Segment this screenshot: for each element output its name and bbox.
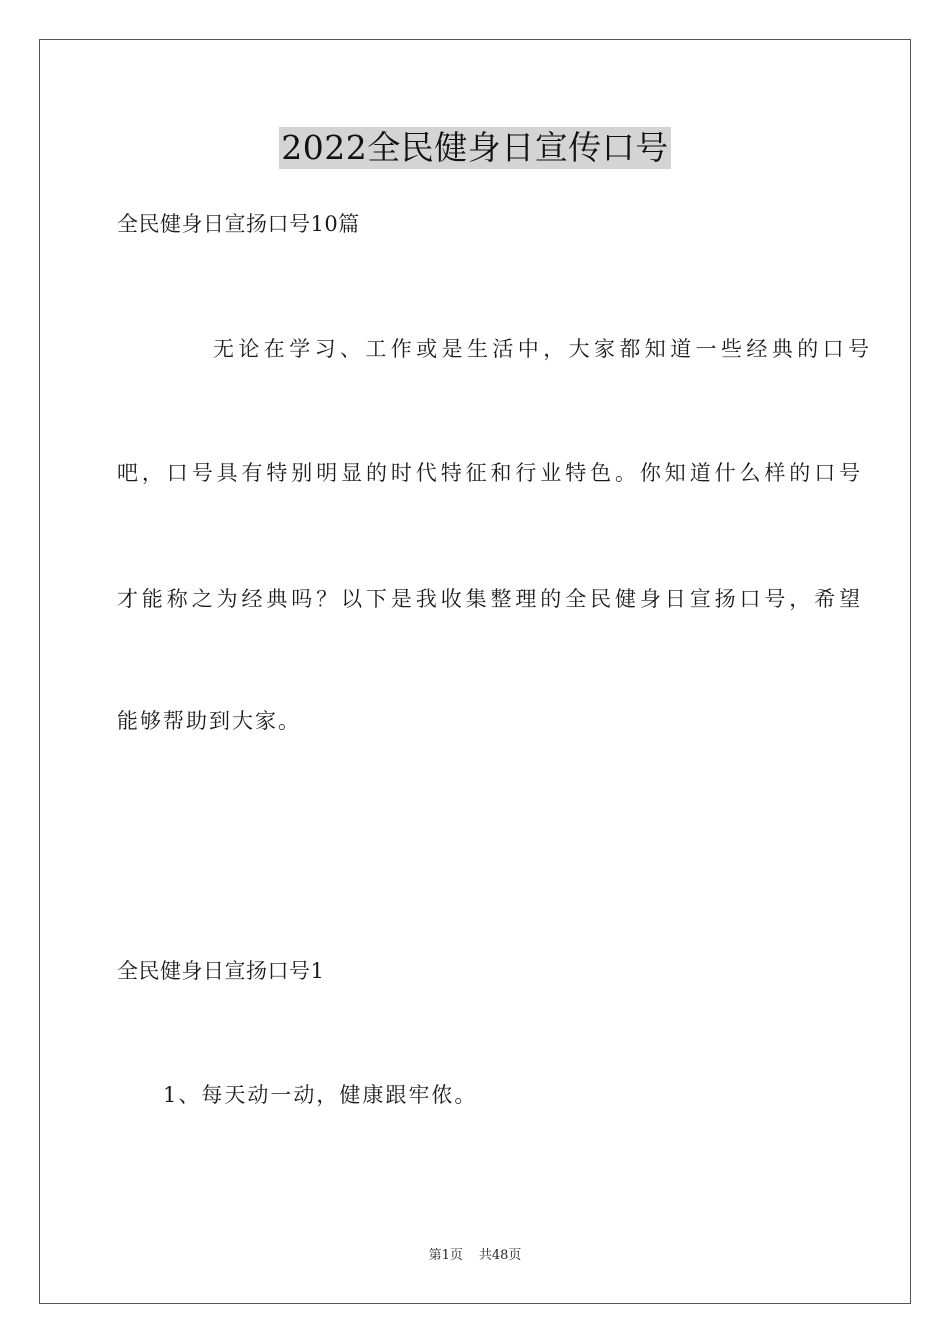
- intro-line-3: [117, 586, 864, 612]
- intro-line-2: [117, 460, 864, 486]
- list-item: 1、每天动一动，健康跟牢侬。: [163, 1083, 478, 1107]
- document-title: 2022全民健身日宣传口号: [281, 128, 669, 167]
- page-footer: [0, 1248, 950, 1264]
- page-number: 第1页: [428, 1248, 463, 1263]
- document-subtitle: 全民健身日宣扬口号10篇: [117, 212, 360, 236]
- intro-line-3-text: 才能称之为经典吗？以下是我收集整理的全民健身日宣扬口号，希望: [117, 587, 864, 611]
- intro-line-1: [213, 336, 874, 362]
- title-container: [0, 127, 950, 169]
- intro-line-2-text: 吧，口号具有特别明显的时代特征和行业特色。你知道什么样的口号: [117, 461, 864, 485]
- intro-line-4: 能够帮助到大家。: [117, 709, 301, 733]
- intro-line-1-text: 无论在学习、工作或是生活中，大家都知道一些经典的口号: [213, 337, 874, 361]
- section-heading: 全民健身日宣扬口号1: [117, 959, 325, 983]
- page-total: 共48页: [478, 1248, 522, 1263]
